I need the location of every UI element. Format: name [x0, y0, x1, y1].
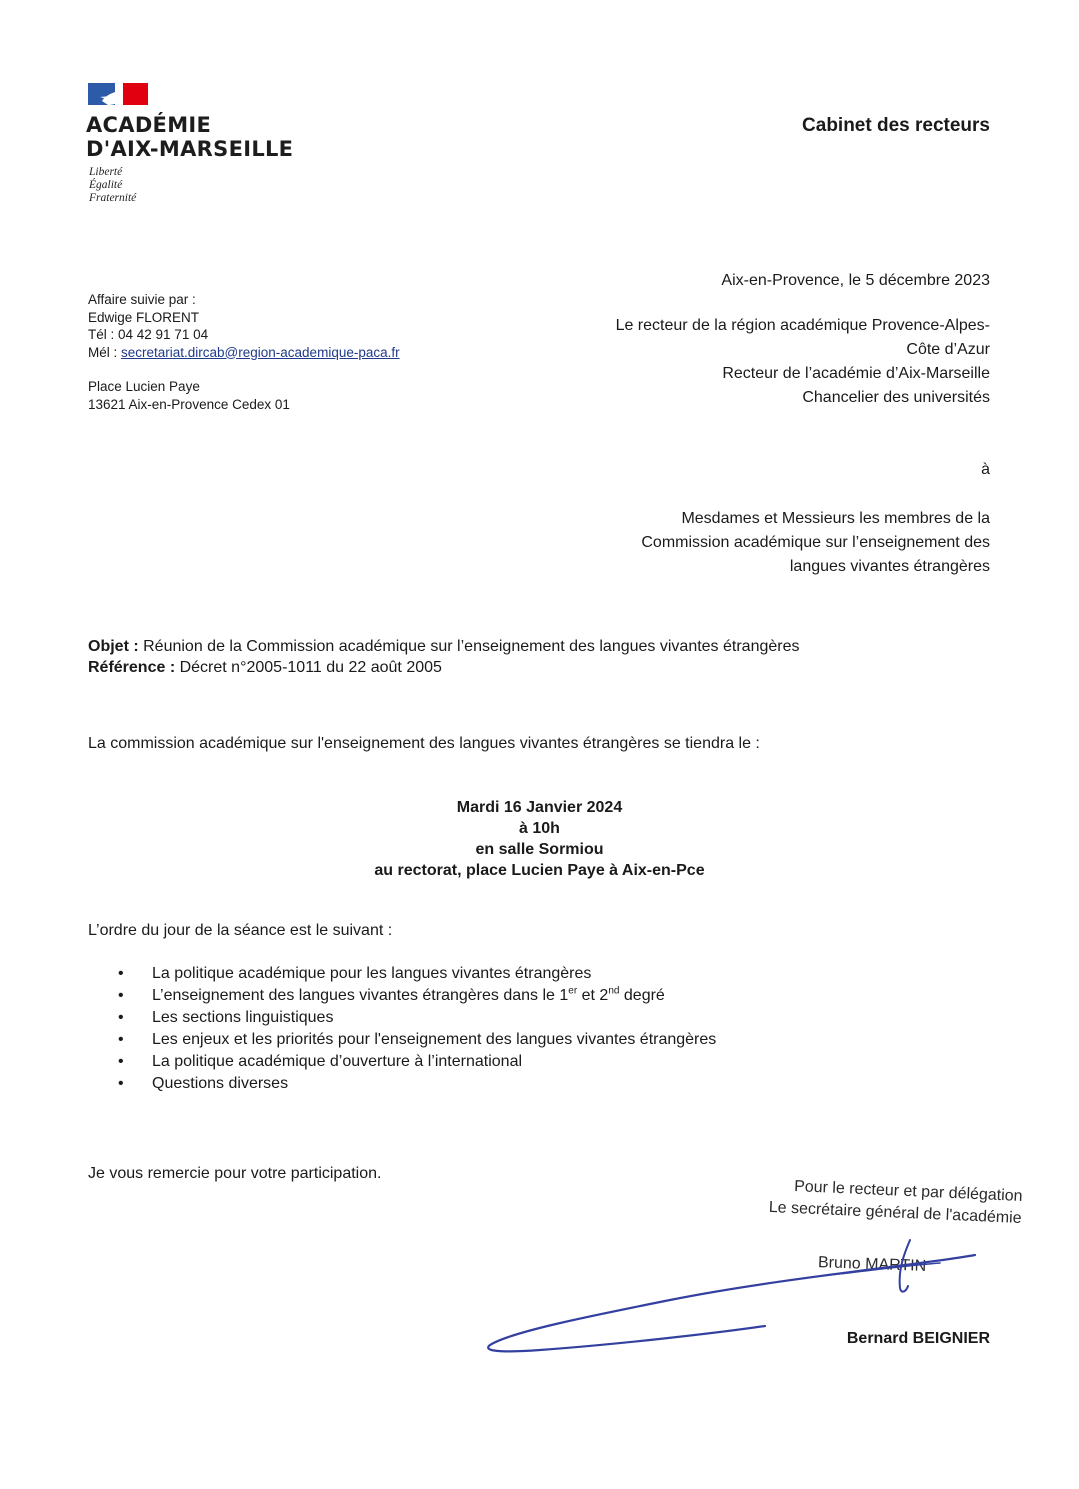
list-item [118, 1007, 716, 1029]
address-line1: Place Lucien Paye [88, 379, 200, 394]
meeting-location: au rectorat, place Lucien Paye à Aix-en-Pce [374, 862, 705, 879]
author-block [616, 314, 990, 410]
motto-egalite: Égalité [89, 179, 123, 191]
author-line4: Chancelier des universités [802, 389, 990, 406]
subject-label: Objet : [88, 638, 139, 655]
meeting-date: Mardi 16 Janvier 2024 [456, 799, 623, 816]
agenda-item-text: et 2 [577, 987, 609, 1004]
list-item [118, 1073, 716, 1095]
recipients-block [641, 507, 990, 579]
author-line2: Côte d’Azur [906, 341, 990, 358]
agenda-item-text: La politique académique pour les langues vivantes étrangères [152, 965, 592, 982]
list-item [118, 1029, 716, 1051]
subject-text: Réunion de la Commission académique sur l’enseignement des langues vivantes étrangères [138, 638, 800, 655]
bullet: • [118, 1031, 124, 1048]
academy-name-line2: D'AIX-MARSEILLE [86, 137, 294, 161]
agenda-intro: L’ordre du jour de la séance est le suivant : [88, 922, 393, 939]
motto-liberte: Liberté [89, 166, 123, 178]
recipients-line3: langues vivantes étrangères [789, 558, 990, 575]
stamp-line2: Le secrétaire général de l'académie [768, 1198, 1022, 1227]
closing-sentence: Je vous remercie pour votre participation. [88, 1165, 382, 1182]
agenda-item-text: degré [619, 987, 665, 1004]
sender-phone: Tél : 04 42 91 71 04 [88, 327, 209, 342]
bullet: • [118, 965, 124, 982]
republic-flag-logo [88, 83, 148, 105]
department-title: Cabinet des recteurs [802, 115, 990, 136]
sender-name: Edwige FLORENT [88, 309, 200, 325]
delegation-stamp [768, 1175, 1023, 1230]
reference-line [88, 657, 800, 678]
signer-name: Bernard BEIGNIER [846, 1330, 990, 1347]
recipients-line1: Mesdames et Messieurs les membres de la [681, 510, 990, 527]
intro-paragraph: La commission académique sur l'enseignement des langues vivantes étrangères se tiendra le : [88, 735, 760, 752]
to-word: à [981, 461, 990, 478]
meeting-time: à 10h [519, 820, 560, 837]
bullet: • [118, 1075, 124, 1092]
agenda-item-text: Les sections linguistiques [152, 1009, 334, 1026]
reference-label: Référence : [88, 659, 176, 676]
bullet: • [118, 1053, 124, 1070]
followed-by-label: Affaire suivie par : [88, 292, 196, 307]
reference-text: Décret n°2005-1011 du 22 août 2005 [175, 659, 442, 676]
bullet: • [118, 1009, 124, 1026]
agenda-item-text: Les enjeux et les priorités pour l'enseignement des langues vivantes étrangères [152, 1031, 717, 1048]
place-date: Aix-en-Provence, le 5 décembre 2023 [721, 272, 990, 289]
stamp-line1: Pour le recteur et par délégation [793, 1178, 1023, 1205]
meeting-room: en salle Sormiou [475, 841, 604, 858]
academy-name [86, 113, 293, 161]
meeting-details [0, 797, 1079, 881]
academy-name-line1: ACADÉMIE [86, 113, 212, 137]
sender-email-link[interactable]: secretariat.dircab@region-academique-paca.fr [121, 344, 400, 360]
mail-label: Mél : [88, 344, 122, 360]
motto-fraternite: Fraternité [89, 192, 137, 204]
list-item [118, 985, 716, 1007]
author-line1: Le recteur de la région académique Provence-Alpes- [615, 317, 990, 334]
author-line3: Recteur de l’académie d’Aix-Marseille [722, 365, 990, 382]
agenda-item-text: L’enseignement des langues vivantes étrangères dans le 1 [152, 987, 569, 1004]
ordinal-sup: nd [608, 985, 620, 997]
recipients-line2: Commission académique sur l’enseignement des [641, 534, 990, 551]
address-line2: 13621 Aix-en-Provence Cedex 01 [88, 396, 290, 412]
list-item [118, 963, 716, 985]
ordinal-sup: er [568, 985, 578, 997]
list-item [118, 1051, 716, 1073]
stamp-name: Bruno MARTIN [817, 1254, 927, 1275]
agenda-list [118, 963, 716, 1095]
sender-block [88, 291, 400, 361]
subject-line [88, 636, 800, 657]
agenda-item-text: La politique académique d’ouverture à l’international [152, 1053, 523, 1070]
subject-block [88, 636, 800, 678]
republic-motto [89, 166, 136, 205]
handwritten-signature [480, 1230, 1040, 1370]
sender-address [88, 378, 290, 413]
agenda-item-text: Questions diverses [152, 1075, 289, 1092]
sender-mail-row [88, 344, 400, 362]
bullet: • [118, 987, 124, 1004]
